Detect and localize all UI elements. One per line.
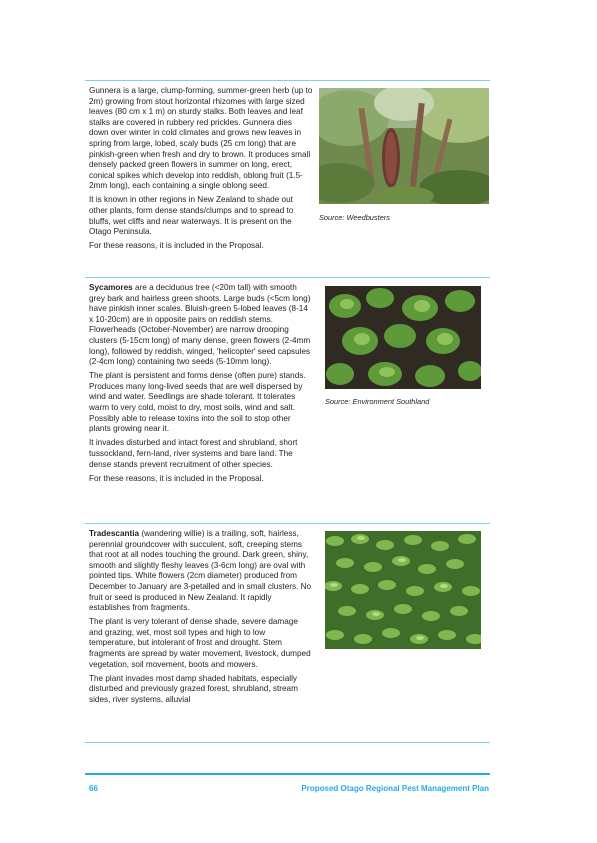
page-number: 66 — [89, 784, 98, 793]
section-divider-2 — [85, 277, 490, 278]
section-divider-top — [85, 80, 490, 81]
tradescantia-photo — [325, 531, 481, 649]
tradescantia-paragraph-1: Tradescantia (wandering willie) is a trailing, soft, hairless, perennial groundcover with succulent, soft, creeping stems that root at all nodes touching the ground. Dark green, shiny, smooth and slightly fleshy leaves (3-6cm long) are oval with pointed tips. White flowers (2cm diameter) produced from December to January are 3-petalled and in small clusters. No fruit or seed is produced in New Zealand. It rapidly establishes from fragments. — [89, 529, 312, 613]
gunnera-photo — [319, 88, 489, 204]
section-divider-bottom — [85, 742, 490, 743]
tradescantia-paragraph-3: The plant invades most damp shaded habitats, especially disturbed and previously grazed forest, shrubland, stream sides, river systems, alluvial — [89, 673, 298, 704]
sycamores-paragraph-2: The plant is persistent and forms dense (often pure) stands. Produces many long-lived seeds that are well dispersed by wind and water. Seedlings are shade tolerant. It tolerates warm to very cold, moist to dry, most soils, wind and salt. Possibly able to release toxins into the soil to stop other plants growing near it. — [89, 371, 306, 434]
sycamores-paragraph-3: It invades disturbed and intact forest and shrubland, short tussockland, fern-land, river systems and bare land. The dense stands prevent recruitment of other species. — [89, 438, 298, 469]
tradescantia-text — [89, 529, 313, 709]
sycamores-photo — [325, 286, 481, 389]
gunnera-paragraph-1: Gunnera is a large, clump-forming, summer-green herb (up to 2m) growing from stout horizontal rhizomes with large sized leaves (80 cm x 1 m) on sturdy stalks. Both leaves and leaf stalks are covered in rubbery red prickles. Gunnera dies down over winter in cold climates and grows new leaves in spring from large, lobed, scaly buds (25 cm long) that are pinkish-green when fresh and dry to brown. It produces small densely packed green flowers in summer on long, erect, conical spikes which develop into reddish, oblong fruit (1.5-2mm long), each containing a single oblong seed. — [89, 86, 313, 191]
gunnera-paragraph-2: It is known in other regions in New Zealand to shade out other plants, form dense stands/clumps and to spread to bluffs, wet cliffs and near waterways. It is present on the Otago Peninsula. — [89, 195, 294, 237]
sycamores-name: Sycamores — [89, 283, 133, 292]
sycamores-paragraph-4: For these reasons, it is included in the Proposal. — [89, 473, 264, 483]
section-divider-3 — [85, 523, 490, 524]
sycamores-photo-caption: Source: Environment Southland — [325, 397, 430, 406]
tradescantia-paragraph-2: The plant is very tolerant of dense shade, severe damage and grazing, wet, most soil types and high to low temperature, but intolerant of frost and drought. Stem fragments are spread by water movement, livestock, dumped vegetation, soil movement, boots and mowers. — [89, 617, 311, 669]
gunnera-paragraph-3: For these reasons, it is included in the Proposal. — [89, 241, 264, 251]
sycamores-text — [89, 283, 313, 488]
footer-title: Proposed Otago Regional Pest Management Plan — [301, 784, 489, 793]
gunnera-text — [89, 86, 313, 255]
sycamores-paragraph-1: Sycamores are a deciduous tree (<20m tall) with smooth grey bark and hairless green shoots. Large buds (<5cm long) have pinkish inner scales. Bluish-green 5-lobed leaves (8-14 x 10-20cm) are in opposite pairs on reddish stems. Flowerheads (October-November) are narrow drooping clusters (5-15cm long) of many dense, green flowers (2-4mm long), followed by reddish, winged, 'helicopter' seed capsules (2-4cm long) containing two seeds (5-10mm long). — [89, 283, 311, 367]
footer-rule — [85, 773, 490, 775]
gunnera-photo-caption: Source: Weedbusters — [319, 213, 390, 222]
tradescantia-name: Tradescantia — [89, 529, 140, 538]
